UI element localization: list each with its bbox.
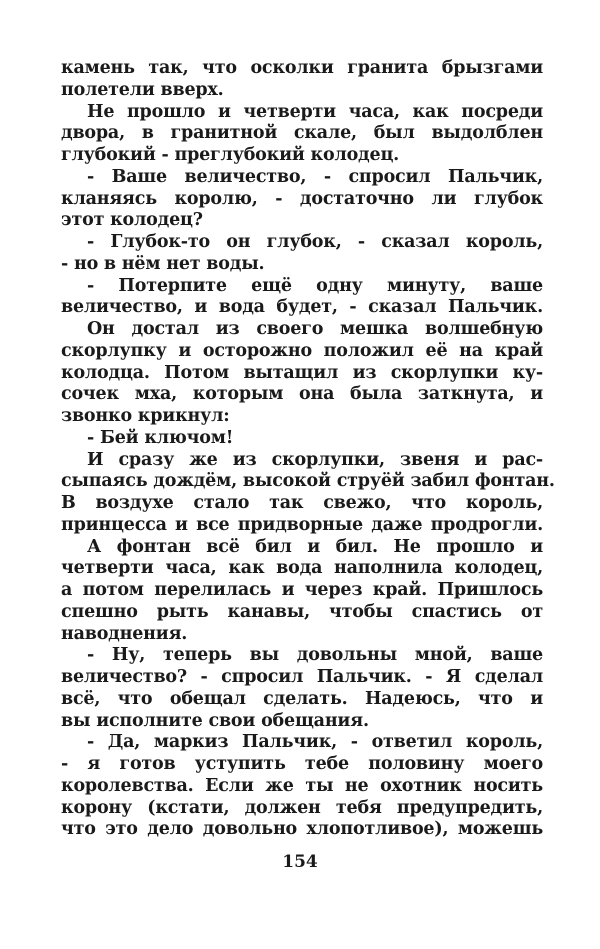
text-line: - Да, маркиз Пальчик, - ответил король, (87, 732, 543, 753)
text-line: величество? - спросил Пальчик. - Я сделал (61, 667, 543, 687)
text-line: принцесса и все придворные даже продрогли. (61, 514, 543, 535)
text-line: величество, и вода будет, - сказал Пальчик. (61, 297, 543, 318)
text-line: камень так, что осколки гранита брызгами (61, 58, 543, 78)
text-line: а потом перелилась и через край. Пришлось (61, 580, 543, 600)
text-line: колодца. Потом вытащил из скорлупки ку- (61, 362, 543, 383)
text-line: - Ваше величество, - спросил Пальчик, (87, 166, 543, 187)
text-line: этот колодец? (61, 210, 203, 231)
text-line: глубокий - преглубокий колодец. (61, 145, 400, 165)
text-line: что это дело довольно хлопотливое), можешь (61, 819, 543, 840)
text-line: Не прошло и четверти часа, как посреди (87, 101, 543, 122)
text-line: четверти часа, как вода наполнила колодец, (61, 558, 543, 579)
text-line: скорлупку и осторожно положил её на край (61, 340, 543, 361)
text-line: наводнения. (61, 623, 188, 644)
text-line: - Бей ключом! (87, 427, 234, 448)
text-line: звонко крикнул: (61, 406, 230, 426)
text-line: И сразу же из скорлупки, звеня и рас- (87, 449, 543, 470)
page-body-text (61, 58, 555, 841)
text-line: - но в нём нет воды. (61, 253, 265, 274)
text-line: кланяясь королю, - достаточно ли глубок (61, 188, 543, 209)
text-line: - я готов уступить тебе половину моего (61, 754, 543, 774)
text-line: - Ну, теперь вы довольны мной, ваше (87, 645, 543, 666)
text-line: сочек мха, которым она была заткнута, и (61, 384, 543, 405)
text-line: корону (кстати, должен тебя предупредить, (61, 797, 543, 818)
text-line: спешно рыть канавы, чтобы спастись от (61, 601, 543, 622)
text-line: полетели вверх. (61, 79, 224, 100)
text-line: - Потерпите ещё одну минуту, ваше (87, 275, 543, 296)
text-line: Он достал из своего мешка волшебную (87, 319, 543, 339)
text-line: сыпаясь дождём, высокой струёй забил фонтан. (61, 471, 555, 492)
text-line: вы исполните свои обещания. (61, 710, 369, 731)
text-line: королевства. Если же ты не охотник носить (61, 775, 543, 796)
page-number: 154 (282, 852, 318, 872)
text-line: двора, в гранитной скале, был выдолблен (61, 123, 543, 144)
text-line: - Глубок-то он глубок, - сказал король, (87, 232, 543, 252)
text-line: А фонтан всё бил и бил. Не прошло и (87, 536, 543, 557)
text-line: В воздухе стало так свежо, что король, (61, 493, 543, 513)
text-line: всё, что обещал сделать. Надеюсь, что и (61, 688, 543, 709)
